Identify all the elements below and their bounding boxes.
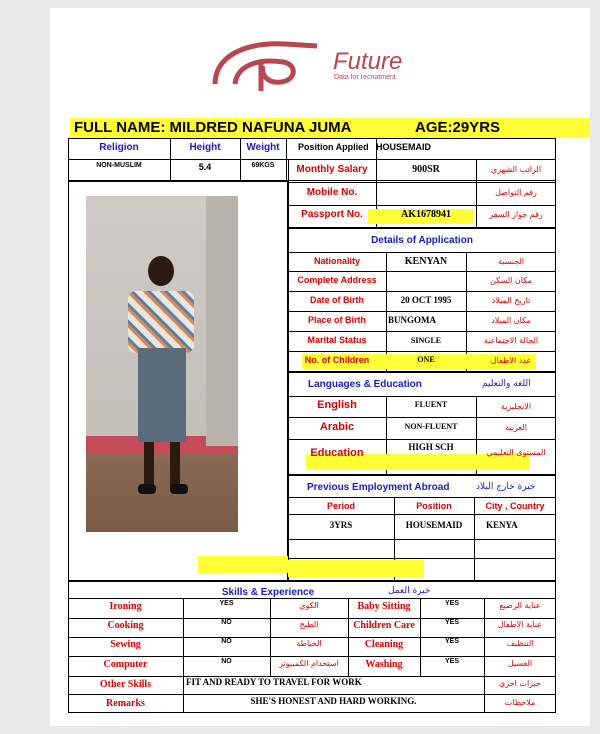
other-skills-label: Other Skills	[99, 679, 152, 690]
arabic-label: Arabic	[319, 421, 355, 433]
children-arabic: عدد الاطفال	[490, 356, 532, 365]
application-sheet	[50, 8, 590, 726]
passport-value: AK1678941	[401, 209, 451, 220]
company-logo	[205, 36, 455, 96]
skill-cleaning-label: Cleaning	[364, 639, 404, 650]
marital-arabic: الحالة الاجتماعية	[483, 336, 539, 345]
remarks-label: Remarks	[106, 698, 145, 709]
full-name: FULL NAME: MILDRED NAFUNA JUMA	[74, 119, 352, 136]
skill-computer-arabic: استخدام الكمبيوتر	[279, 659, 339, 668]
marital-label: Marital Status	[307, 335, 367, 345]
salary-label: Monthly Salary	[296, 164, 368, 175]
employment-position-value: HOUSEMAID	[405, 520, 463, 530]
other-skills-value: FIT AND READY TO TRAVEL FOR WORK	[186, 677, 362, 687]
employment-title: Previous Employment Abroad	[307, 482, 450, 493]
logo-tagline: Data for recruitment	[334, 74, 396, 81]
skill-childrencare-value: YES	[444, 619, 459, 626]
period-value: 3YRS	[329, 520, 353, 530]
mobile-arabic: رقم التواصل	[495, 188, 537, 197]
languages-title: Languages & Education	[308, 379, 422, 390]
photo-highlight	[198, 556, 288, 573]
salary-arabic: الراتب الشهري	[490, 165, 542, 174]
position-value: HOUSEMAID	[376, 142, 432, 152]
country-label: City , Country	[485, 501, 545, 511]
skills-title-arabic: خبرة العمل	[388, 586, 431, 596]
dob-arabic: تاريخ الميلاد	[491, 296, 531, 305]
weight-value: 69KGS	[251, 162, 275, 169]
pob-arabic: مكان الميلاد	[491, 316, 531, 325]
skill-babysitting-label: Baby Sitting	[357, 601, 411, 612]
nationality-arabic: الجنسية	[497, 257, 525, 266]
skill-cooking-value: NO	[221, 619, 232, 626]
country-value: KENYA	[486, 520, 518, 530]
skill-computer-label: Computer	[103, 659, 148, 670]
address-arabic: مكان السكن	[490, 276, 532, 285]
skill-sewing-value: NO	[221, 638, 232, 645]
passport-arabic: رقم جواز السفر	[489, 210, 543, 219]
mobile-label: Mobile No.	[306, 187, 358, 198]
skill-sewing-arabic: الخياطة	[296, 639, 322, 648]
employment-title-arabic: خبرة خارج البلاد	[476, 482, 536, 492]
dob-value: 20 OCT 1995	[400, 295, 452, 305]
remarks-value: SHE'S HONEST AND HARD WORKING.	[250, 696, 417, 706]
english-label: English	[317, 399, 357, 411]
skills-title: Skills & Experience	[221, 587, 315, 598]
passport-label: Passport No.	[301, 209, 363, 220]
children-label: No. of Children	[304, 355, 370, 365]
age: AGE:29YRS	[415, 119, 501, 136]
education-value: HIGH SCH	[408, 442, 454, 452]
dob-label: Date of Birth	[310, 295, 364, 305]
skill-cooking-arabic: الطبخ	[299, 620, 319, 629]
weight-label: Weight	[246, 142, 280, 153]
skill-ironing-value: YES	[219, 600, 234, 607]
skill-sewing-label: Sewing	[110, 639, 141, 650]
details-title: Details of Application	[371, 235, 473, 246]
period-label: Period	[326, 501, 355, 511]
nationality-value: KENYAN	[404, 256, 448, 267]
nationality-label: Nationality	[313, 256, 360, 266]
logo-name: Future	[333, 48, 403, 75]
pob-label: Place of Birth	[307, 315, 366, 325]
other-skills-arabic: خبرات اخرى	[499, 679, 541, 688]
logo-mark-icon	[205, 36, 455, 96]
employment-highlight	[288, 560, 424, 577]
skill-babysitting-value: YES	[444, 600, 459, 607]
english-arabic: الانجليزية	[500, 402, 532, 411]
skill-ironing-arabic: الكوي	[299, 601, 319, 610]
languages-title-arabic: اللغة والتعليم	[482, 379, 531, 389]
religion-value: NON-MUSLIM	[96, 162, 142, 169]
skill-childrencare-arabic: عناية الاطفال	[497, 620, 543, 629]
arabic-arabic: العربية	[505, 423, 527, 432]
pob-value: BUNGOMA	[388, 315, 436, 325]
skill-babysitting-arabic: عناية الرضيع	[499, 601, 541, 610]
skill-cleaning-arabic: التنظيف	[506, 639, 534, 648]
height-label: Height	[189, 142, 221, 153]
height-value: 5.4	[198, 162, 212, 172]
address-label: Complete Address	[297, 275, 377, 285]
children-value: ONE	[417, 355, 435, 364]
skill-washing-arabic: الغسيل	[507, 659, 533, 668]
skill-ironing-label: Ironing	[109, 601, 142, 612]
position-label: Position Applied	[298, 142, 369, 152]
education-label: Education	[310, 447, 364, 459]
arabic-value: NON-FLUENT	[404, 422, 458, 431]
remarks-arabic: ملاحظات	[504, 698, 536, 707]
english-value: FLUENT	[414, 400, 448, 409]
skill-childrencare-label: Children Care	[353, 620, 415, 631]
marital-value: SINGLE	[410, 336, 442, 345]
skill-computer-value: NO	[221, 658, 232, 665]
salary-value: 900SR	[412, 164, 440, 175]
employment-position-label: Position	[416, 501, 452, 511]
skill-cleaning-value: YES	[444, 638, 459, 645]
education-arabic: المستوى التعليمي	[486, 448, 546, 457]
religion-label: Religion	[99, 142, 139, 153]
skill-washing-label: Washing	[365, 659, 403, 670]
skill-washing-value: YES	[444, 658, 459, 665]
skill-cooking-label: Cooking	[107, 620, 144, 631]
candidate-photo	[86, 196, 238, 532]
